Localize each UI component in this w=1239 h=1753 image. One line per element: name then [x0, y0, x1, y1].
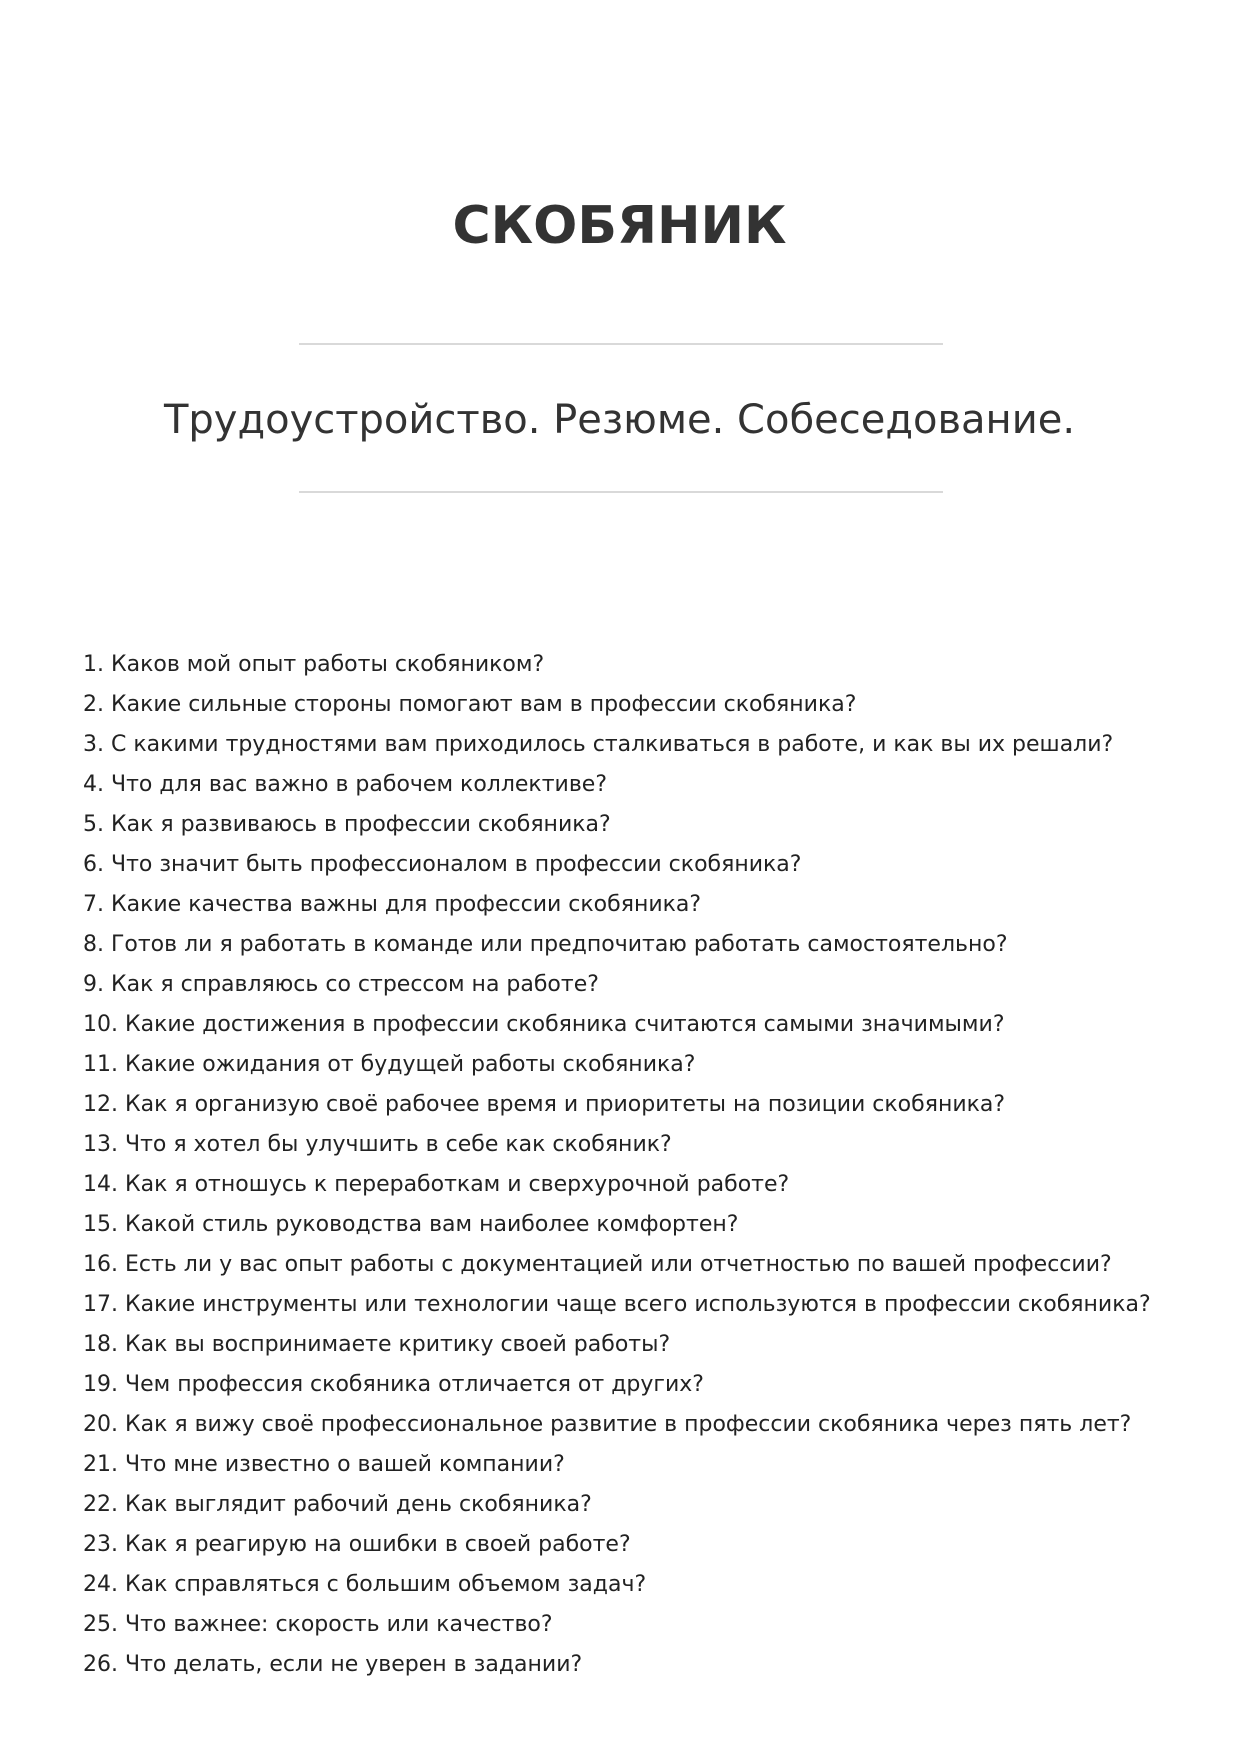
question-item: 26. Что делать, если не уверен в задании?	[83, 1652, 583, 1677]
question-item: 18. Как вы воспринимаете критику своей работы?	[83, 1332, 671, 1357]
question-item: 15. Какой стиль руководства вам наиболее комфортен?	[83, 1212, 739, 1237]
question-item: 5. Как я развиваюсь в профессии скобяника?	[83, 812, 611, 837]
question-item: 2. Какие сильные стороны помогают вам в профессии скобяника?	[83, 692, 857, 717]
question-item: 3. С какими трудностями вам приходилось сталкиваться в работе, и как вы их решали?	[83, 732, 1114, 757]
question-item: 24. Как справляться с большим объемом задач?	[83, 1572, 647, 1597]
question-item: 6. Что значит быть профессионалом в профессии скобяника?	[83, 852, 802, 877]
question-item: 25. Что важнее: скорость или качество?	[83, 1612, 553, 1637]
document-title: СКОБЯНИК	[452, 196, 787, 256]
question-item: 8. Готов ли я работать в команде или предпочитаю работать самостоятельно?	[83, 932, 1008, 957]
question-item: 19. Чем профессия скобяника отличается от других?	[83, 1372, 704, 1397]
question-item: 10. Какие достижения в профессии скобяника считаются самыми значимыми?	[83, 1012, 1005, 1037]
question-item: 14. Как я отношусь к переработкам и сверхурочной работе?	[83, 1172, 790, 1197]
question-item: 7. Какие качества важны для профессии скобяника?	[83, 892, 702, 917]
question-item: 21. Что мне известно о вашей компании?	[83, 1452, 565, 1477]
question-item: 12. Как я организую своё рабочее время и приоритеты на позиции скобяника?	[83, 1092, 1006, 1117]
question-item: 11. Какие ожидания от будущей работы скобяника?	[83, 1052, 696, 1077]
document-subtitle: Трудоустройство. Резюме. Собеседование.	[163, 397, 1076, 443]
divider-top	[299, 343, 943, 345]
question-item: 22. Как выглядит рабочий день скобяника?	[83, 1492, 592, 1517]
question-item: 1. Каков мой опыт работы скобяником?	[83, 652, 545, 677]
question-item: 16. Есть ли у вас опыт работы с документацией или отчетностью по вашей профессии?	[83, 1252, 1112, 1277]
question-item: 4. Что для вас важно в рабочем коллективе?	[83, 772, 608, 797]
question-item: 20. Как я вижу своё профессиональное развитие в профессии скобяника через пять лет?	[83, 1412, 1132, 1437]
question-list	[83, 645, 1173, 1685]
question-item: 13. Что я хотел бы улучшить в себе как скобяник?	[83, 1132, 672, 1157]
question-item: 23. Как я реагирую на ошибки в своей работе?	[83, 1532, 631, 1557]
question-item: 9. Как я справляюсь со стрессом на работе?	[83, 972, 599, 997]
divider-bottom	[299, 491, 943, 493]
question-item: 17. Какие инструменты или технологии чаще всего используются в профессии скобяника?	[83, 1292, 1151, 1317]
